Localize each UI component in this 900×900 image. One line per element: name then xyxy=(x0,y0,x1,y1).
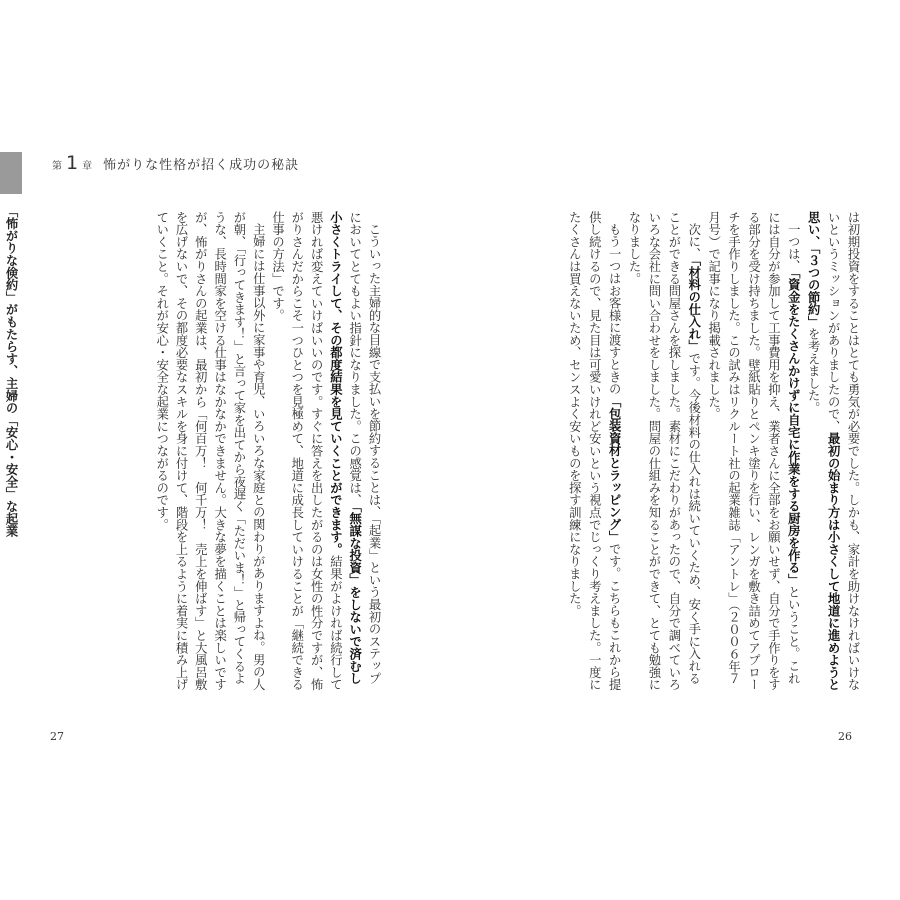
body-text: たくさんは買えないため、センスよく安いものを探す訓練になりました。 xyxy=(567,211,582,617)
bold-text: 「包装資材とラッピング」 xyxy=(607,395,622,544)
body-text: 主婦には仕事以外に家事や育児、いろいろな家庭との関わりがありますよね。男の人 xyxy=(251,223,266,691)
bold-text: 最初の始まり方は小さくして地道に進めようと xyxy=(826,432,841,691)
text-line xyxy=(171,211,190,693)
body-text: は初期投資をすることはとても勇気が必要でした。しかも、家計を助けなければいけな xyxy=(846,211,860,691)
text-line xyxy=(190,211,209,693)
bold-text: 「資金をたくさんかけずに自宅に作業をする厨房を作る」 xyxy=(786,272,801,587)
text-line xyxy=(643,211,663,693)
body-text: こういった主婦的な目線で支払いを節約することは、「起業」という最初のステップ xyxy=(367,223,381,685)
text-line xyxy=(267,211,286,693)
text-line xyxy=(743,211,763,693)
chapter-title: 怖がりな性格が招く成功の秘訣 xyxy=(103,158,300,173)
page-number-left: 27 xyxy=(50,730,64,743)
text-line xyxy=(623,211,643,693)
body-text: る部分を受け持ちました。壁紙貼りとペンキ塗りを行い、レンガを敷き詰めてアプロー xyxy=(746,211,761,691)
text-line xyxy=(229,211,248,693)
body-text: には自分が参加して工事費用を抑え、業者さんに全部をお願いせず、自分で手作りをす xyxy=(766,211,781,691)
text-line xyxy=(248,211,267,693)
body-text: が、怖がりさんの起業は、最初から「何百万！ 何千万！ 売上を伸ばす」と大風呂敷 xyxy=(193,211,208,691)
text-line xyxy=(306,211,325,693)
text-line xyxy=(287,211,306,693)
text-line xyxy=(563,211,583,693)
body-text: 悪ければ変えていけばいいのです。すぐに答えを出したがるのは女性の性分ですが、怖 xyxy=(309,211,324,691)
body-text: 月号）で記事になり掲載されました。 xyxy=(706,211,721,421)
text-line xyxy=(782,211,802,693)
chapter-prefix: 第 xyxy=(52,161,63,172)
text-line xyxy=(344,211,363,693)
text-line xyxy=(802,211,822,693)
chapter-tab-marker xyxy=(0,152,22,194)
body-text: うな、長時間家を空ける仕事はなかなかできません。大きな夢を描くことは楽しいです xyxy=(212,211,227,691)
body-text: 結果がよければ続行して xyxy=(328,555,343,691)
body-text: いろな会社に問い合わせをしました。問屋の仕組みを知ることができて、とても勉強に xyxy=(646,211,661,691)
text-line xyxy=(325,211,344,693)
body-text: です。こちらもこれから提 xyxy=(607,543,622,691)
text-line xyxy=(364,211,383,693)
page-26-body xyxy=(563,211,862,693)
text-line xyxy=(703,211,723,693)
text-line xyxy=(663,211,683,693)
body-text: いというミッションがありましたので、 xyxy=(826,211,841,433)
page-number-right: 26 xyxy=(838,730,852,743)
section-title-vertical: 「怖がりな倹約」がもたらす、主婦の「安心・安全」な起業 xyxy=(4,205,18,538)
body-text: 一つは、 xyxy=(786,223,801,273)
text-line xyxy=(583,211,603,693)
bold-text: 「材料の仕入れ」 xyxy=(686,260,701,353)
text-line xyxy=(603,211,623,693)
body-text: ことができる問屋さんを探しました。素材にこだわりがあったので、自分で調べていろ xyxy=(666,211,681,691)
text-line xyxy=(762,211,782,693)
text-line xyxy=(683,211,703,693)
bold-text: 小さくトライして、その都度結果を見ていくことができます。 xyxy=(328,211,343,556)
text-line xyxy=(822,211,842,693)
body-text: ということ。これ xyxy=(786,586,801,685)
body-text: チを手作りしました。この試みはリクルート社の起業雑誌「アントレ」（２００６年７ xyxy=(726,211,741,685)
body-text: なりました。 xyxy=(627,211,642,285)
text-line xyxy=(209,211,228,693)
page-27-body xyxy=(151,211,383,693)
body-text: がりさんだからこそ一つひとつを見極めて、地道に成長していけることが「継続できる xyxy=(289,211,304,691)
text-line xyxy=(723,211,743,693)
body-text: 仕事の方法」です。 xyxy=(270,211,285,322)
body-text: です。今後材料の仕入れは続いていくため、安く手に入れる xyxy=(686,352,701,685)
body-text: においてとてもよい指針になりました。この感覚は、 xyxy=(347,211,362,507)
text-line xyxy=(151,211,170,693)
body-text: 次に、 xyxy=(686,223,701,261)
body-text: もう一つはお客様に渡すときの xyxy=(607,223,622,396)
bold-text: 「無謀な投資」をしないで済むし xyxy=(347,506,362,685)
body-text: が朝、「行ってきます！」と言って家を出てから夜遅く「ただいま！」と帰ってくるよ xyxy=(231,211,246,685)
chapter-number: 1 xyxy=(66,152,80,174)
text-line xyxy=(842,211,862,693)
running-header xyxy=(52,152,299,174)
body-text: ていくこと。それが安心・安全な起業につながるのです。 xyxy=(154,211,169,531)
bold-text: 思い、「３つの節約」 xyxy=(806,211,821,328)
body-text: を考えました。 xyxy=(806,327,821,414)
body-text: を広げないで、その都度必要なスキルを身に付けて、階段を上るように着実に積み上げ xyxy=(174,211,189,691)
chapter-suffix: 章 xyxy=(82,161,94,172)
body-text: 供し続けるので、見た目は可愛いけれど安いという視点でじっくり考えました。一度に xyxy=(587,211,602,691)
